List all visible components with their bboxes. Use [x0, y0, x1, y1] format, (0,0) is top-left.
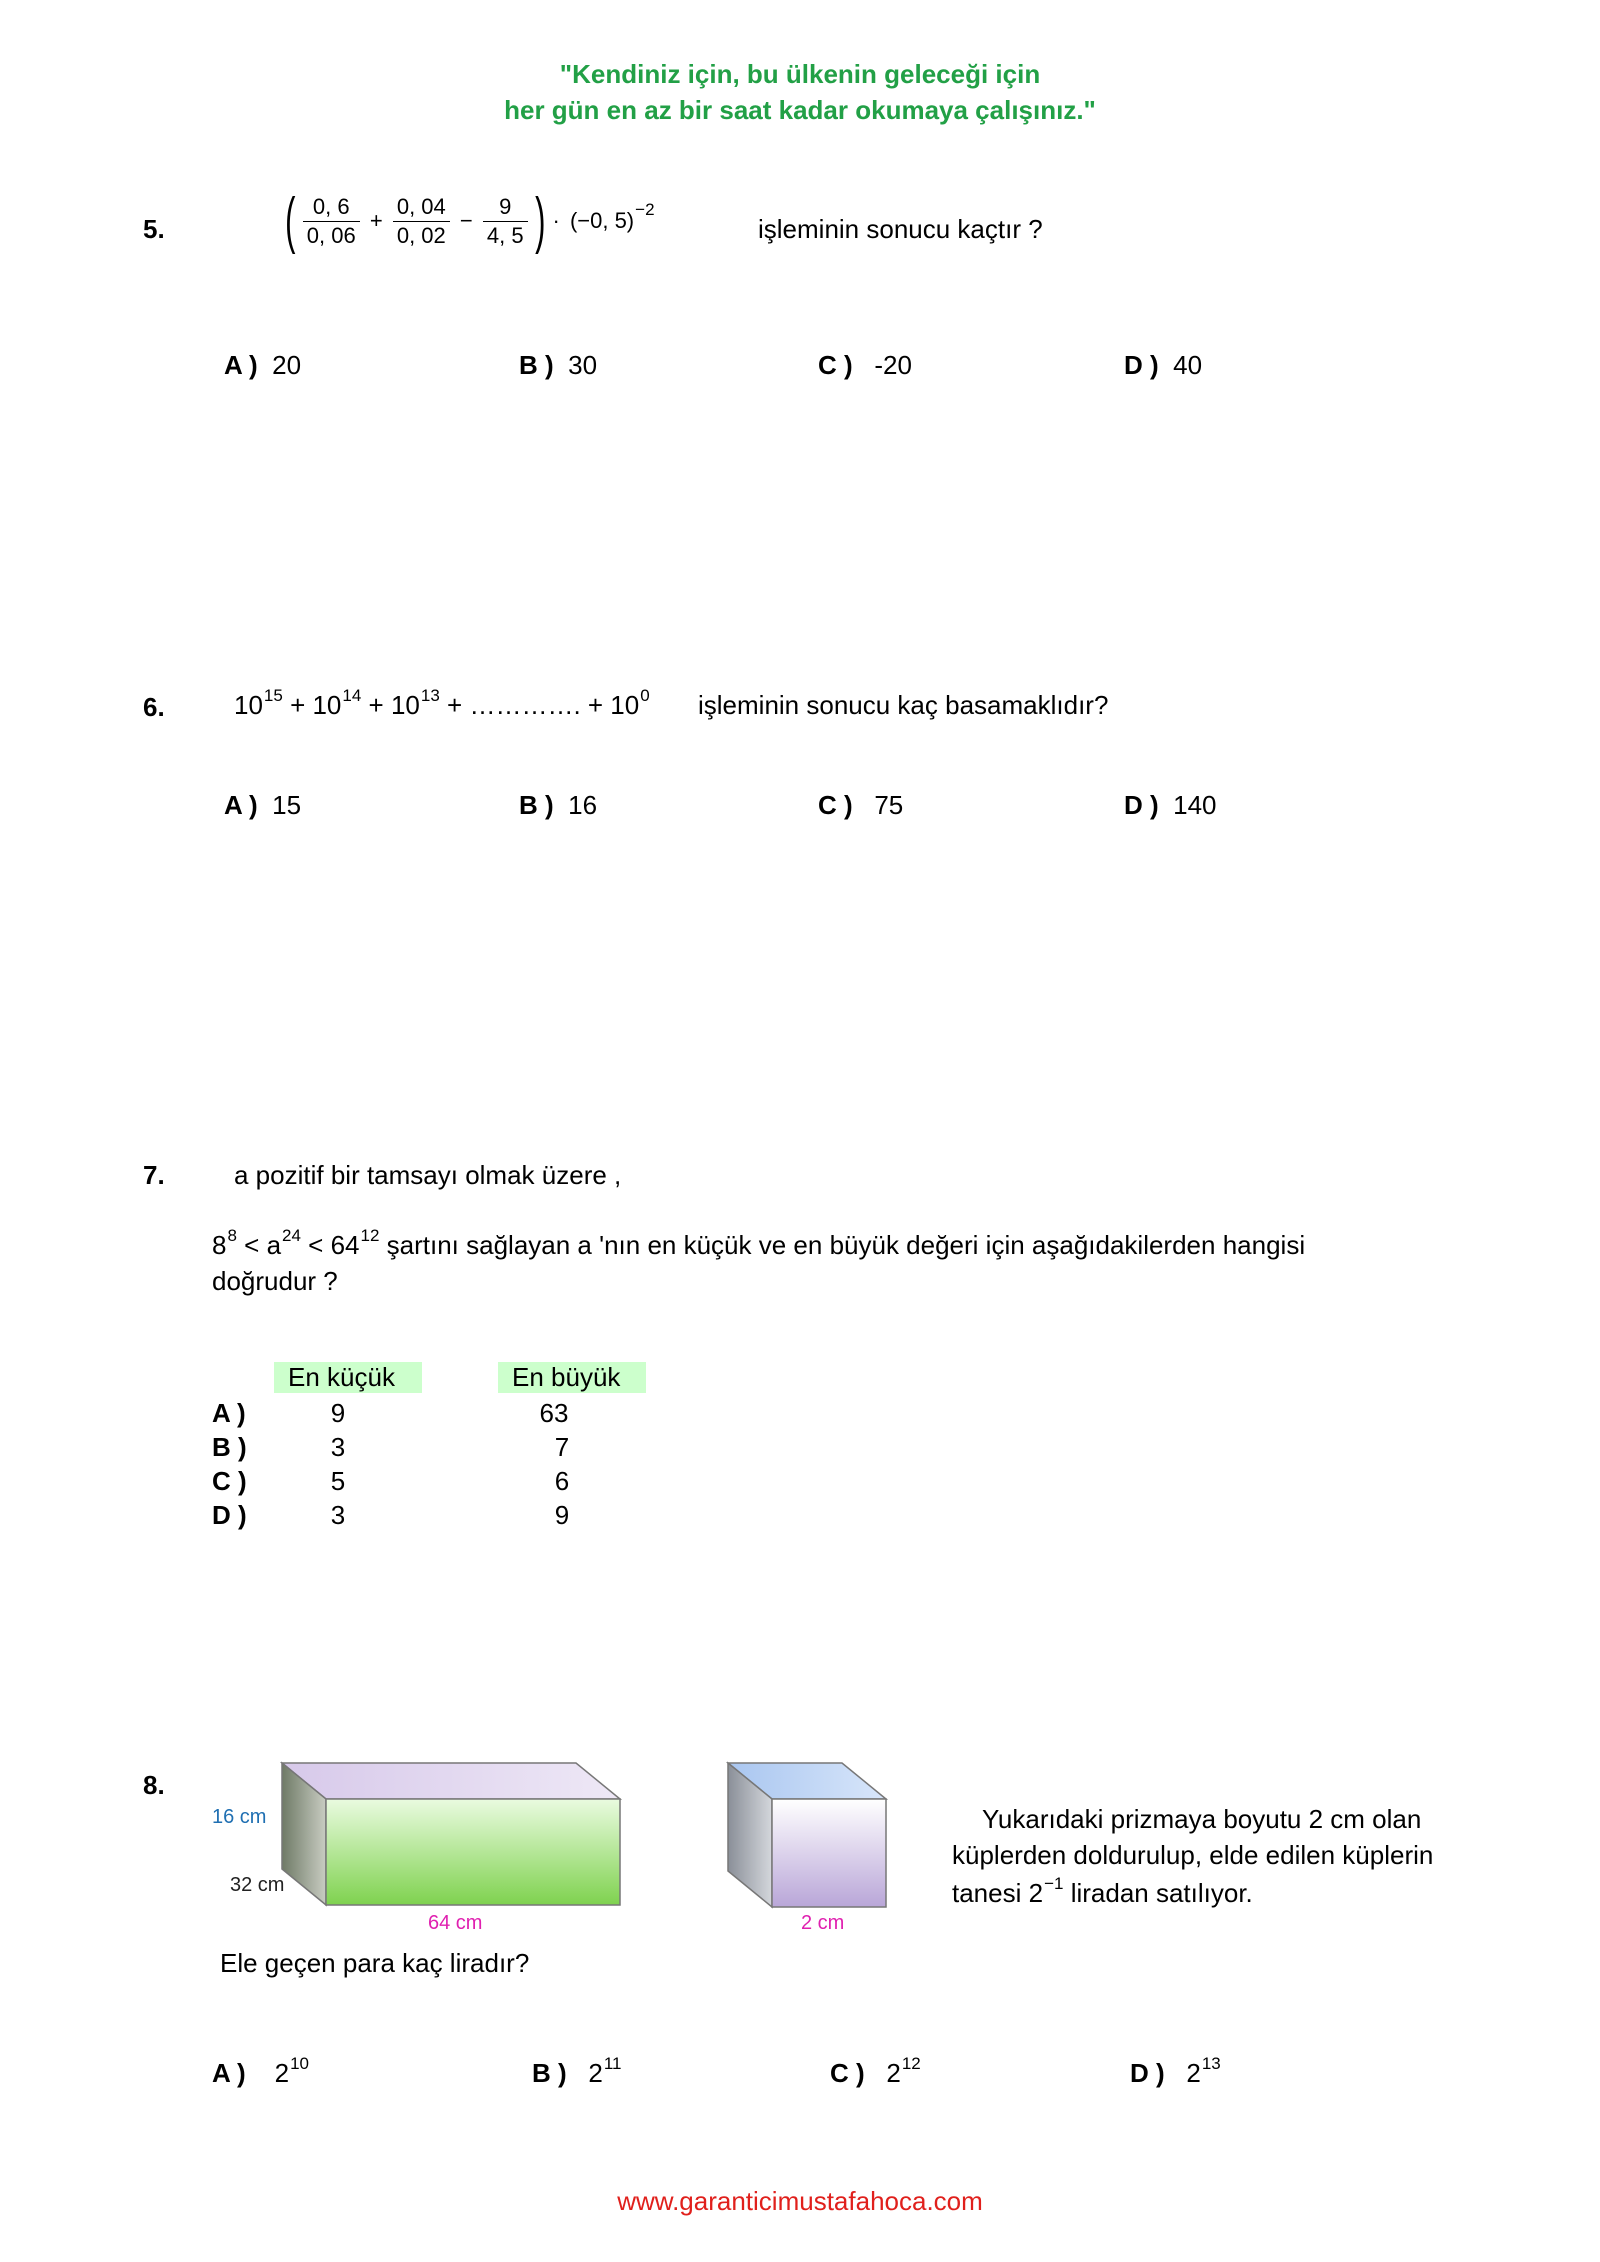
prism-depth-label: 32 cm [230, 1874, 285, 1896]
question-6-text: işleminin sonucu kaç basamaklıdır? [698, 690, 1109, 720]
question-7-statement-cont: doğrudur ? [212, 1266, 338, 1296]
question-8-description-2: küplerden doldurulup, elde edilen küplerin [952, 1840, 1434, 1870]
rectangular-prism-figure [270, 1755, 630, 1920]
motto-line-1: "Kendiniz için, bu ülkenin geleceği için [559, 59, 1041, 89]
prism-height-label: 16 cm [212, 1806, 267, 1828]
question-8-number: 8. [143, 1770, 165, 1800]
fraction-2-numerator: 0, 04 [393, 193, 450, 222]
q5-option-d[interactable]: D ) 40 [1124, 350, 1203, 380]
fraction-3-numerator: 9 [483, 193, 528, 222]
q5-option-b[interactable]: B ) 30 [519, 350, 598, 380]
q8-option-b[interactable]: B ) $2^{11}$ [532, 2054, 622, 2088]
question-7-number: 7. [143, 1160, 165, 1190]
question-5-text: işleminin sonucu kaçtır ? [758, 214, 1043, 244]
question-7-statement: $8^8 < a^{24} < 64^{12}$ şartını sağlayan a 'nın en küçük ve en büyük değeri için aşağıdakilerden hangisi [212, 1226, 1306, 1260]
column-header-max: En büyük [498, 1362, 646, 1393]
option-letter: C ) [212, 1466, 247, 1496]
min-value: 5 [330, 1466, 346, 1496]
question-5-expression: ( $\frac{0, 6}{0, 06}$ + $\frac{0, 04}{0, 02}$ − $\frac{9}{4, 5}$ ) · (−0, 5)$^{-2}$ [285, 186, 655, 255]
fraction-1-numerator: 0, 6 [303, 193, 360, 222]
question-6-expression: $10^{15} + 10^{14} + 10^{13}$ + …………. + $10^0$ [234, 686, 650, 720]
question-6-number: 6. [143, 692, 165, 722]
min-value: 9 [330, 1398, 346, 1428]
cube-size-label: 2 cm [801, 1912, 845, 1934]
min-value: 3 [330, 1432, 346, 1462]
q8-option-d[interactable]: D ) $2^{13}$ [1130, 2054, 1221, 2088]
option-letter: B ) [212, 1432, 247, 1462]
question-8-question: Ele geçen para kaç liradır? [220, 1948, 530, 1978]
plus-sign: + [369, 208, 383, 233]
max-value: 63 [539, 1398, 569, 1428]
question-7-intro: a pozitif bir tamsayı olmak üzere , [234, 1160, 622, 1190]
q8-option-c[interactable]: C ) $2^{12}$ [830, 2054, 921, 2088]
q6-option-b[interactable]: B ) 16 [519, 790, 598, 820]
question-8-description-1: Yukarıdaki prizmaya boyutu 2 cm olan [982, 1804, 1422, 1834]
question-8-description-3: tanesi $2^{-1}$ liradan satılıyor. [952, 1874, 1253, 1908]
column-header-min: En küçük [274, 1362, 422, 1393]
q5-option-c[interactable]: C ) -20 [818, 350, 912, 380]
max-value: 6 [554, 1466, 570, 1496]
prism-length-label: 64 cm [428, 1912, 483, 1934]
option-letter: A ) [212, 1398, 246, 1428]
fraction-1-denominator: 0, 06 [306, 222, 356, 248]
q6-option-c[interactable]: C ) 75 [818, 790, 904, 820]
cube-figure [720, 1755, 890, 1915]
question-5-number: 5. [143, 214, 165, 244]
footer-website-link[interactable]: www.garanticimustafahoca.com [617, 2186, 983, 2216]
prism-top-face [282, 1763, 620, 1799]
min-value: 3 [330, 1500, 346, 1530]
max-value: 9 [554, 1500, 570, 1530]
max-value: 7 [554, 1432, 570, 1462]
power-exponent: −2 [635, 200, 655, 219]
power-base: (−0, 5)$^{-2}$ [569, 200, 655, 233]
fraction-2-denominator: 0, 02 [396, 222, 446, 248]
q5-option-a[interactable]: A ) 20 [224, 350, 302, 380]
prism-front-face [326, 1799, 620, 1905]
multiply-dot: · [552, 208, 560, 233]
fraction-3-denominator: 4, 5 [486, 222, 524, 248]
q6-option-a[interactable]: A ) 15 [224, 790, 302, 820]
motto-line-2: her gün en az bir saat kadar okumaya çalışınız." [504, 95, 1096, 125]
q6-option-d[interactable]: D ) 140 [1124, 790, 1217, 820]
option-letter: D ) [212, 1500, 247, 1530]
q8-option-a[interactable]: A ) $2^{10}$ [212, 2054, 309, 2088]
cube-front-face [772, 1799, 886, 1907]
minus-sign: − [459, 208, 473, 233]
